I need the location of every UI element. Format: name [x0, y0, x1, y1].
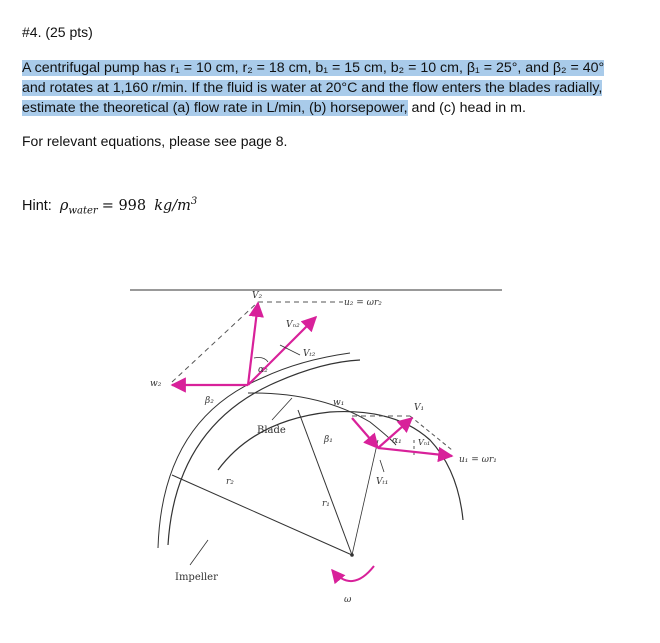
label-w1: w₁	[333, 398, 345, 408]
hint-label: Hint:	[22, 197, 52, 214]
label-omega: ω	[344, 595, 352, 605]
label-w2: w₂	[150, 379, 162, 389]
alpha2-arc	[254, 358, 268, 363]
label-blade: Blade	[257, 425, 286, 436]
impeller-leader-line	[190, 540, 208, 565]
problem-line-3-rest: and (c) head in m.	[407, 100, 526, 116]
impeller-rim-arc	[158, 353, 350, 548]
hint-density-exponent: 3	[190, 196, 198, 207]
problem-line-3-highlight: estimate the theoretical (a) flow rate in L/min, (b) horsepower,	[22, 100, 408, 116]
radius-r2-line	[172, 475, 352, 555]
hint-density-unit: kg/m	[154, 197, 191, 214]
hint-density-symbol: ρ	[59, 197, 69, 214]
label-impeller: Impeller	[175, 572, 218, 583]
v1-vector	[352, 418, 378, 448]
w2-dashed-line	[172, 302, 258, 382]
blade-leader-line	[272, 398, 292, 420]
hint-density-value: = 998	[101, 197, 147, 214]
problem-line-2: and rotates at 1,160 r/min. If the fluid is water at 20°C and the flow enters the blades radially,	[22, 80, 603, 96]
u1-vector	[378, 448, 452, 456]
reference-note: For relevant equations, please see page 8.	[22, 133, 288, 149]
outer-impeller-arc	[168, 360, 360, 545]
radius-r1-line	[298, 410, 352, 555]
v2-vector	[248, 303, 258, 385]
label-vt1: Vₜ₁	[376, 477, 389, 487]
problem-line-1: A centrifugal pump has r₁ = 10 cm, r₂ = 18 cm, b₁ = 15 cm, b₂ = 10 cm, β₁ = 25°, and β₂ = 40°	[22, 60, 605, 76]
u1-dashed-line	[410, 416, 452, 450]
label-r2: r₂	[226, 477, 234, 487]
label-r1: r₁	[322, 499, 330, 509]
hint-density-subscript: water	[68, 205, 98, 217]
rotation-arrow	[332, 566, 374, 581]
label-alpha1: α₁	[392, 436, 402, 446]
label-alpha2: α₂	[258, 365, 268, 375]
label-vn2: Vₙ₂	[286, 320, 300, 330]
inner-impeller-arc	[218, 412, 463, 520]
vt1-leader	[380, 460, 384, 472]
label-vt2: Vₜ₂	[303, 349, 316, 359]
label-vn1: Vₙ₁	[418, 438, 431, 447]
label-beta1: β₁	[324, 435, 333, 445]
label-beta2: β₂	[205, 396, 214, 406]
label-v1: V₁	[414, 403, 425, 413]
label-u1: u₁ = ωr₁	[459, 455, 497, 465]
blade-curve	[248, 393, 396, 445]
label-v2: V₂	[252, 291, 263, 301]
impeller-center	[350, 553, 354, 557]
center-to-inlet-line	[352, 440, 378, 555]
problem-heading: #4. (25 pts)	[22, 24, 93, 40]
label-u2: u₂ = ωr₂	[344, 298, 382, 308]
